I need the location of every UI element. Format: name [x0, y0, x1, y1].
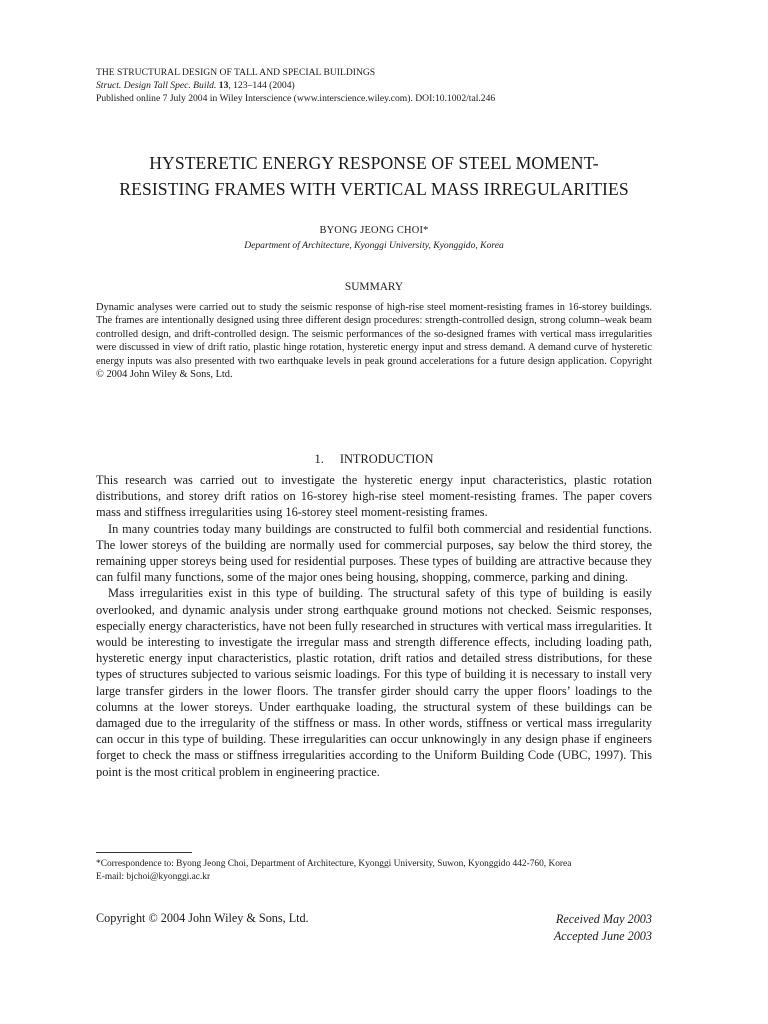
accepted-date: Accepted June 2003: [553, 929, 652, 943]
section-number: 1.: [314, 452, 324, 466]
journal-published: Published online 7 July 2004 in Wiley Interscience (www.interscience.wiley.com). DOI:10.1002/tal.246: [96, 93, 496, 104]
journal-name: THE STRUCTURAL DESIGN OF TALL AND SPECIAL BUILDINGS: [96, 67, 376, 78]
paragraph: This research was carried out to investigate the hysteretic energy input characteristics, plastic rotation distributions, and storey drift ratios on 16-storey high-rise steel moment-resisting frames. The paper covers mass and stiffness irregularities using 16-storey steel moment-resisting frames.: [96, 473, 652, 520]
copyright: Copyright © 2004 John Wiley & Sons, Ltd.: [96, 911, 309, 925]
summary-heading: SUMMARY: [344, 281, 404, 293]
title-line-1: HYSTERETIC ENERGY RESPONSE OF STEEL MOMENT-: [149, 153, 599, 173]
title-line-2: RESISTING FRAMES WITH VERTICAL MASS IRREGULARITIES: [119, 179, 629, 199]
author: BYONG JEONG CHOI*: [319, 225, 429, 236]
paper-page: [96, 0, 652, 1024]
dates: [554, 911, 652, 945]
journal-citation: [96, 79, 652, 92]
journal-pages: , 123–144 (2004): [228, 80, 295, 91]
summary-text: Dynamic analyses were carried out to study the seismic response of high-rise steel moment-resisting frames in 16-storey buildings. The frames are intentionally designed using three different design procedures: strength-controlled design, strong column–weak beam controlled design, and drift-controlled design. The seismic performances of the so-designed frames with vertical mass irregularities were discussed in view of drift ratio, plastic hinge rotation, hysteretic energy input and stress demand. A demand curve of hysteretic energy inputs was also presented with two earthquake levels in peak ground accelerations for a future design application. Copyright © 2004 John Wiley & Sons, Ltd.: [96, 302, 652, 381]
section-heading-introduction: [96, 452, 652, 467]
journal-volume: 13: [218, 80, 229, 91]
footnote: [96, 858, 652, 884]
affiliation: Department of Architecture, Kyonggi University, Kyonggido, Korea: [244, 240, 504, 251]
paper-title: [96, 150, 652, 202]
introduction-body: [96, 472, 652, 780]
journal-header: [96, 66, 652, 105]
paragraph: Mass irregularities exist in this type of building. The structural safety of this type of building is easily overlooked, and dynamic analysis under strong earthquake ground motions not checked. Seismic responses, especially energy characteristics, have not been fully researched in structures with vertical mass irregularities. It would be interesting to investigate the irregular mass and strength difference effects, including loading path, hysteretic energy input characteristics, plastic rotation, drift ratios and detailed stress distributions, for these types of structures subjected to various seismic loadings. For this type of building it is necessary to install very large transfer girders in the lower floors. The transfer girder should carry the upper floors’ loadings to the columns at the lower storeys. Under earthquake loading, the structural system of these buildings can be damaged due to the irregularity of the stiffness or mass. In other words, stiffness or vertical mass irregularity can occur in this type of building. These irregularities can occur unknowingly in any design phase if engineers forget to check the mass or stiffness irregularities according to the Uniform Building Code (UBC, 1997). This point is the most critical problem in engineering practice.: [96, 586, 652, 779]
journal-abbrev: Struct. Design Tall Spec. Build.: [96, 80, 217, 91]
footnote-correspondence: *Correspondence to: Byong Jeong Choi, Department of Architecture, Kyonggi University, Suwon, Kyonggido 442-760, Korea: [96, 859, 572, 869]
footnote-divider: [96, 852, 192, 853]
section-title: INTRODUCTION: [339, 452, 434, 466]
footnote-email: E-mail: bjchoi@kyonggi.ac.kr: [96, 872, 211, 882]
paragraph: In many countries today many buildings are constructed to fulfil both commercial and residential functions. The lower storeys of the building are normally used for commercial purposes, say below the third storey, the remaining upper storeys being used for residential purposes. These types of building are attractive because they can fulfil many functions, some of the major ones being housing, shopping, commerce, parking and dining.: [96, 521, 652, 585]
received-date: Received May 2003: [555, 912, 652, 926]
